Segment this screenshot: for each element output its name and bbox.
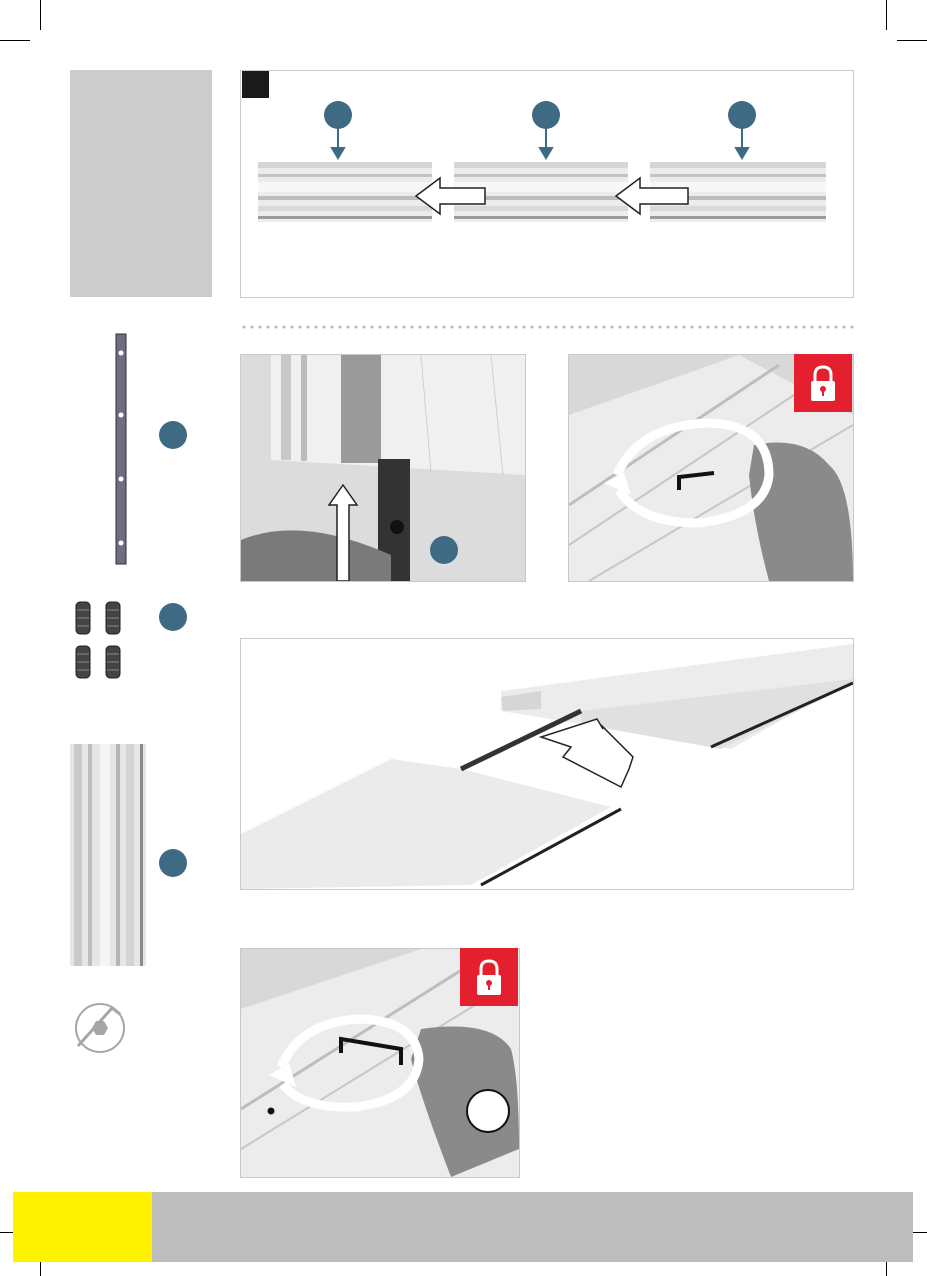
crop-mark [886, 0, 887, 30]
footer-page-tab [13, 1192, 152, 1262]
photo-join-profiles [240, 638, 854, 890]
footer-bar [152, 1192, 913, 1262]
hex-key-icon [72, 1000, 128, 1056]
crop-mark [897, 40, 927, 41]
lock-badge-2 [460, 948, 518, 1006]
arrow-down-icon [332, 128, 748, 158]
sidebar-panel [70, 70, 212, 297]
photo-join-profiles-illustration [241, 639, 853, 889]
photo-insert-connector-illustration [241, 355, 525, 581]
part-marker-grub-screws [159, 603, 187, 631]
connector-bar-illustration [115, 333, 129, 567]
profile-strips [258, 162, 826, 222]
crop-mark [0, 40, 30, 41]
crop-mark [40, 0, 41, 30]
grub-screws-illustration [74, 600, 130, 680]
lock-icon [460, 948, 518, 1006]
photo-insert-connector [240, 354, 526, 582]
profile-assembly-illustration [240, 70, 852, 296]
dotted-divider [240, 325, 854, 329]
part-marker-connector-bar [159, 421, 187, 449]
part-marker-profile-section [159, 849, 187, 877]
part-marker-connector-photo [430, 536, 458, 564]
profile-section-illustration [70, 744, 146, 966]
step-callout-circle [466, 1089, 510, 1133]
lock-icon [794, 354, 852, 412]
lock-badge-1 [794, 354, 852, 412]
